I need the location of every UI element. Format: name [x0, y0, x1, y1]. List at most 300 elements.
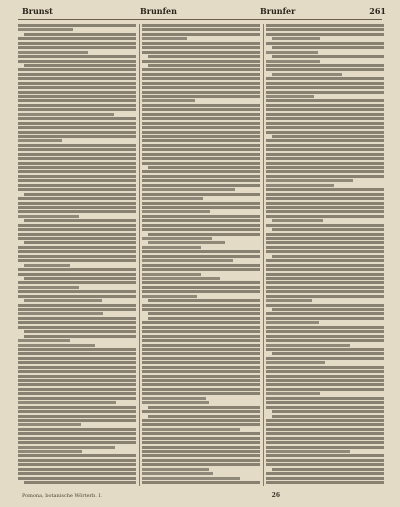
text-line	[266, 215, 384, 218]
text-line	[272, 37, 320, 40]
text-line	[24, 264, 70, 267]
text-line	[266, 446, 384, 449]
text-line	[142, 37, 187, 40]
text-line	[142, 459, 260, 462]
text-line	[266, 370, 384, 373]
text-line	[266, 42, 384, 45]
text-line	[18, 215, 79, 218]
text-line	[266, 33, 384, 36]
text-line	[142, 206, 260, 209]
text-line	[18, 117, 136, 120]
text-line	[142, 268, 260, 271]
text-line	[266, 77, 384, 80]
text-line	[18, 188, 136, 191]
text-line	[266, 335, 384, 338]
text-line	[266, 86, 384, 89]
text-line	[266, 406, 384, 409]
text-line	[266, 179, 353, 182]
text-line	[266, 326, 384, 329]
text-line	[266, 117, 384, 120]
text-line	[266, 268, 384, 271]
text-line	[266, 264, 384, 267]
text-line	[272, 219, 323, 222]
text-line	[142, 95, 260, 98]
text-line	[266, 348, 384, 351]
text-line	[266, 304, 384, 307]
text-line	[24, 193, 136, 196]
text-line	[18, 281, 136, 284]
text-line	[18, 148, 136, 151]
text-line	[266, 321, 319, 324]
text-line	[266, 330, 384, 333]
text-line	[142, 308, 260, 311]
text-line	[142, 91, 260, 94]
text-line	[266, 188, 384, 191]
text-line	[142, 113, 260, 116]
text-line	[142, 33, 260, 36]
text-line	[18, 82, 136, 85]
text-column-3	[266, 24, 384, 490]
text-line	[142, 273, 201, 276]
text-line	[142, 428, 240, 431]
text-line	[24, 335, 136, 338]
text-line	[142, 60, 260, 63]
text-line	[18, 157, 136, 160]
text-line	[24, 481, 136, 484]
text-line	[266, 312, 384, 315]
text-line	[18, 108, 136, 111]
text-line	[142, 148, 260, 151]
text-line	[142, 188, 235, 191]
text-line	[272, 55, 384, 58]
text-line	[18, 68, 136, 71]
text-line	[142, 454, 260, 457]
text-line	[18, 397, 136, 400]
text-line	[142, 339, 260, 342]
text-line	[266, 379, 384, 382]
text-line	[142, 139, 260, 142]
text-line	[18, 184, 136, 187]
text-line	[272, 468, 384, 471]
text-line	[18, 348, 136, 351]
text-line	[18, 73, 136, 76]
text-line	[142, 330, 260, 333]
text-column-1	[18, 24, 136, 490]
text-line	[266, 357, 384, 360]
column-divider	[263, 24, 264, 486]
text-line	[18, 428, 136, 431]
text-line	[266, 175, 384, 178]
text-line	[266, 139, 384, 142]
text-line	[18, 392, 136, 395]
text-line	[142, 383, 260, 386]
text-line	[142, 237, 212, 240]
text-line	[266, 237, 384, 240]
text-line	[18, 454, 136, 457]
text-line	[266, 131, 384, 134]
text-line	[18, 210, 136, 213]
text-line	[18, 304, 136, 307]
text-line	[148, 299, 260, 302]
text-line	[266, 153, 384, 156]
text-line	[142, 375, 260, 378]
text-line	[272, 73, 342, 76]
text-line	[18, 179, 136, 182]
text-line	[142, 24, 260, 27]
text-line	[142, 304, 260, 307]
text-line	[142, 259, 233, 262]
text-line	[142, 401, 209, 404]
text-line	[266, 397, 384, 400]
text-line	[18, 46, 136, 49]
footer-note: Pomona, botanische Wörterb. I.	[22, 493, 102, 499]
text-line	[18, 450, 82, 453]
text-line	[18, 423, 81, 426]
text-line	[24, 33, 136, 36]
text-line	[18, 95, 136, 98]
text-line	[148, 55, 260, 58]
text-line	[266, 170, 384, 173]
text-line	[18, 131, 136, 134]
text-line	[266, 122, 384, 125]
text-line	[142, 46, 260, 49]
text-line	[142, 335, 260, 338]
text-line	[18, 228, 136, 231]
text-line	[18, 104, 136, 107]
text-line	[142, 28, 260, 31]
text-line	[18, 202, 136, 205]
text-line	[18, 406, 136, 409]
text-line	[142, 468, 209, 471]
text-line	[266, 99, 384, 102]
text-line	[266, 197, 384, 200]
text-line	[266, 428, 384, 431]
text-line	[18, 446, 115, 449]
text-line	[266, 459, 384, 462]
text-line	[142, 86, 260, 89]
text-line	[18, 24, 136, 27]
text-line	[18, 459, 136, 462]
text-line	[142, 117, 260, 120]
text-line	[266, 299, 312, 302]
text-line	[142, 144, 260, 147]
text-line	[18, 432, 136, 435]
text-line	[266, 454, 384, 457]
text-line	[266, 441, 384, 444]
text-line	[266, 60, 320, 63]
text-line	[142, 219, 260, 222]
text-line	[142, 366, 260, 369]
text-line	[142, 477, 240, 480]
text-line	[142, 281, 260, 284]
text-line	[266, 450, 350, 453]
header-right-word: Brunfer	[260, 6, 296, 16]
text-line	[18, 259, 136, 262]
text-line	[266, 437, 384, 440]
text-line	[18, 463, 136, 466]
text-line	[142, 228, 260, 231]
text-line	[142, 344, 260, 347]
text-line	[142, 446, 260, 449]
text-line	[18, 233, 136, 236]
text-line	[142, 202, 260, 205]
text-line	[18, 468, 136, 471]
text-line	[266, 477, 384, 480]
text-line	[266, 344, 350, 347]
text-line	[142, 131, 260, 134]
text-line	[18, 312, 103, 315]
text-line	[266, 481, 384, 484]
text-line	[272, 46, 384, 49]
text-line	[266, 388, 384, 391]
text-line	[142, 126, 260, 129]
text-column-2	[142, 24, 260, 490]
header-center-word: Brunfen	[140, 6, 177, 16]
text-line	[266, 432, 384, 435]
text-line	[142, 153, 260, 156]
text-line	[18, 383, 136, 386]
running-header	[10, 6, 390, 20]
text-line	[272, 228, 384, 231]
text-line	[266, 419, 384, 422]
text-line	[18, 237, 136, 240]
text-line	[266, 423, 384, 426]
text-line	[272, 135, 384, 138]
text-line	[18, 326, 136, 329]
text-line	[266, 82, 384, 85]
text-line	[142, 352, 260, 355]
text-line	[24, 330, 136, 333]
text-line	[142, 215, 260, 218]
text-line	[142, 264, 260, 267]
text-line	[142, 184, 260, 187]
text-line	[142, 326, 260, 329]
text-line	[142, 77, 260, 80]
header-left-word: Brunst	[22, 6, 53, 16]
text-line	[266, 233, 384, 236]
text-line	[148, 64, 260, 67]
text-line	[18, 361, 136, 364]
text-line	[272, 352, 384, 355]
text-line	[266, 401, 384, 404]
text-line	[142, 348, 260, 351]
text-line	[266, 286, 384, 289]
header-rule	[18, 19, 382, 20]
text-line	[18, 206, 136, 209]
text-line	[142, 175, 260, 178]
text-line	[142, 157, 260, 160]
text-line	[266, 162, 384, 165]
text-line	[142, 246, 201, 249]
text-line	[266, 148, 384, 151]
text-line	[18, 224, 136, 227]
text-line	[142, 370, 260, 373]
text-line	[18, 410, 136, 413]
text-line	[266, 241, 384, 244]
text-line	[18, 170, 136, 173]
text-line	[148, 312, 260, 315]
text-line	[142, 122, 260, 125]
text-line	[266, 383, 384, 386]
text-line	[18, 126, 136, 129]
text-line	[18, 472, 136, 475]
text-line	[24, 299, 102, 302]
text-line	[266, 64, 384, 67]
text-line	[18, 91, 136, 94]
text-line	[142, 286, 260, 289]
text-line	[18, 113, 114, 116]
text-line	[18, 60, 136, 63]
text-line	[142, 82, 260, 85]
text-line	[148, 317, 260, 320]
text-line	[266, 144, 384, 147]
text-line	[142, 419, 260, 422]
text-line	[18, 308, 136, 311]
text-line	[18, 42, 136, 45]
text-line	[266, 108, 384, 111]
text-line	[142, 170, 260, 173]
text-line	[266, 202, 384, 205]
text-line	[24, 277, 136, 280]
text-line	[18, 86, 136, 89]
text-line	[18, 37, 136, 40]
text-line	[142, 108, 260, 111]
text-line	[148, 241, 225, 244]
text-line	[266, 281, 384, 284]
text-line	[142, 210, 210, 213]
text-line	[18, 286, 79, 289]
signature-mark: 26	[271, 492, 280, 499]
text-line	[266, 193, 384, 196]
text-line	[266, 246, 384, 249]
text-line	[142, 481, 260, 484]
text-line	[142, 450, 260, 453]
text-line	[266, 68, 384, 71]
text-line	[266, 295, 384, 298]
text-line	[142, 432, 260, 435]
text-line	[142, 423, 260, 426]
text-line	[18, 99, 136, 102]
text-line	[142, 250, 260, 253]
text-line	[142, 290, 260, 293]
text-line	[142, 135, 260, 138]
text-line	[148, 166, 260, 169]
text-line	[18, 419, 136, 422]
text-line	[142, 379, 260, 382]
text-line	[142, 42, 260, 45]
text-line	[142, 162, 260, 165]
text-line	[142, 68, 260, 71]
text-line	[142, 463, 260, 466]
text-line	[142, 472, 213, 475]
text-line	[272, 415, 384, 418]
text-line	[18, 344, 95, 347]
text-line	[142, 193, 260, 196]
text-line	[142, 73, 260, 76]
text-line	[142, 361, 260, 364]
text-line	[24, 64, 136, 67]
text-line	[142, 357, 260, 360]
text-line	[18, 28, 73, 31]
text-line	[18, 77, 136, 80]
text-line	[266, 24, 384, 27]
text-line	[266, 210, 384, 213]
text-line	[142, 179, 260, 182]
text-line	[266, 277, 384, 280]
text-line	[18, 317, 136, 320]
text-line	[142, 104, 260, 107]
text-line	[18, 144, 136, 147]
text-line	[18, 139, 62, 142]
text-line	[148, 233, 260, 236]
page-number: 261	[369, 6, 386, 16]
text-line	[18, 352, 136, 355]
text-line	[266, 259, 384, 262]
text-line	[18, 441, 136, 444]
text-line	[142, 255, 260, 258]
text-line	[266, 273, 384, 276]
text-line	[18, 122, 136, 125]
text-line	[18, 375, 136, 378]
text-line	[266, 51, 318, 54]
text-line	[148, 415, 260, 418]
text-line	[18, 401, 116, 404]
text-line	[18, 437, 136, 440]
text-line	[142, 388, 260, 391]
text-line	[266, 224, 384, 227]
text-line	[142, 392, 260, 395]
text-line	[266, 366, 384, 369]
text-line	[18, 339, 70, 342]
text-line	[266, 361, 325, 364]
text-line	[142, 397, 206, 400]
text-line	[266, 184, 334, 187]
text-line	[266, 104, 384, 107]
text-line	[18, 357, 136, 360]
text-line	[266, 392, 320, 395]
text-line	[18, 477, 136, 480]
text-line	[18, 273, 136, 276]
text-line	[142, 224, 260, 227]
text-line	[142, 321, 260, 324]
text-line	[266, 113, 384, 116]
text-line	[272, 308, 384, 311]
text-line	[142, 277, 220, 280]
text-line	[18, 162, 136, 165]
text-line	[18, 366, 136, 369]
text-line	[266, 28, 384, 31]
text-line	[266, 339, 384, 342]
text-line	[24, 219, 136, 222]
text-line	[18, 370, 136, 373]
text-line	[272, 410, 384, 413]
text-line	[18, 246, 136, 249]
text-line	[266, 463, 384, 466]
text-line	[18, 250, 136, 253]
text-line	[272, 255, 384, 258]
text-line	[18, 51, 88, 54]
text-line	[266, 157, 384, 160]
text-line	[18, 290, 136, 293]
text-line	[18, 55, 136, 58]
text-line	[266, 166, 384, 169]
text-line	[18, 135, 136, 138]
text-line	[18, 268, 136, 271]
text-line	[18, 166, 136, 169]
text-line	[18, 379, 136, 382]
text-line	[18, 388, 136, 391]
text-line	[148, 406, 260, 409]
